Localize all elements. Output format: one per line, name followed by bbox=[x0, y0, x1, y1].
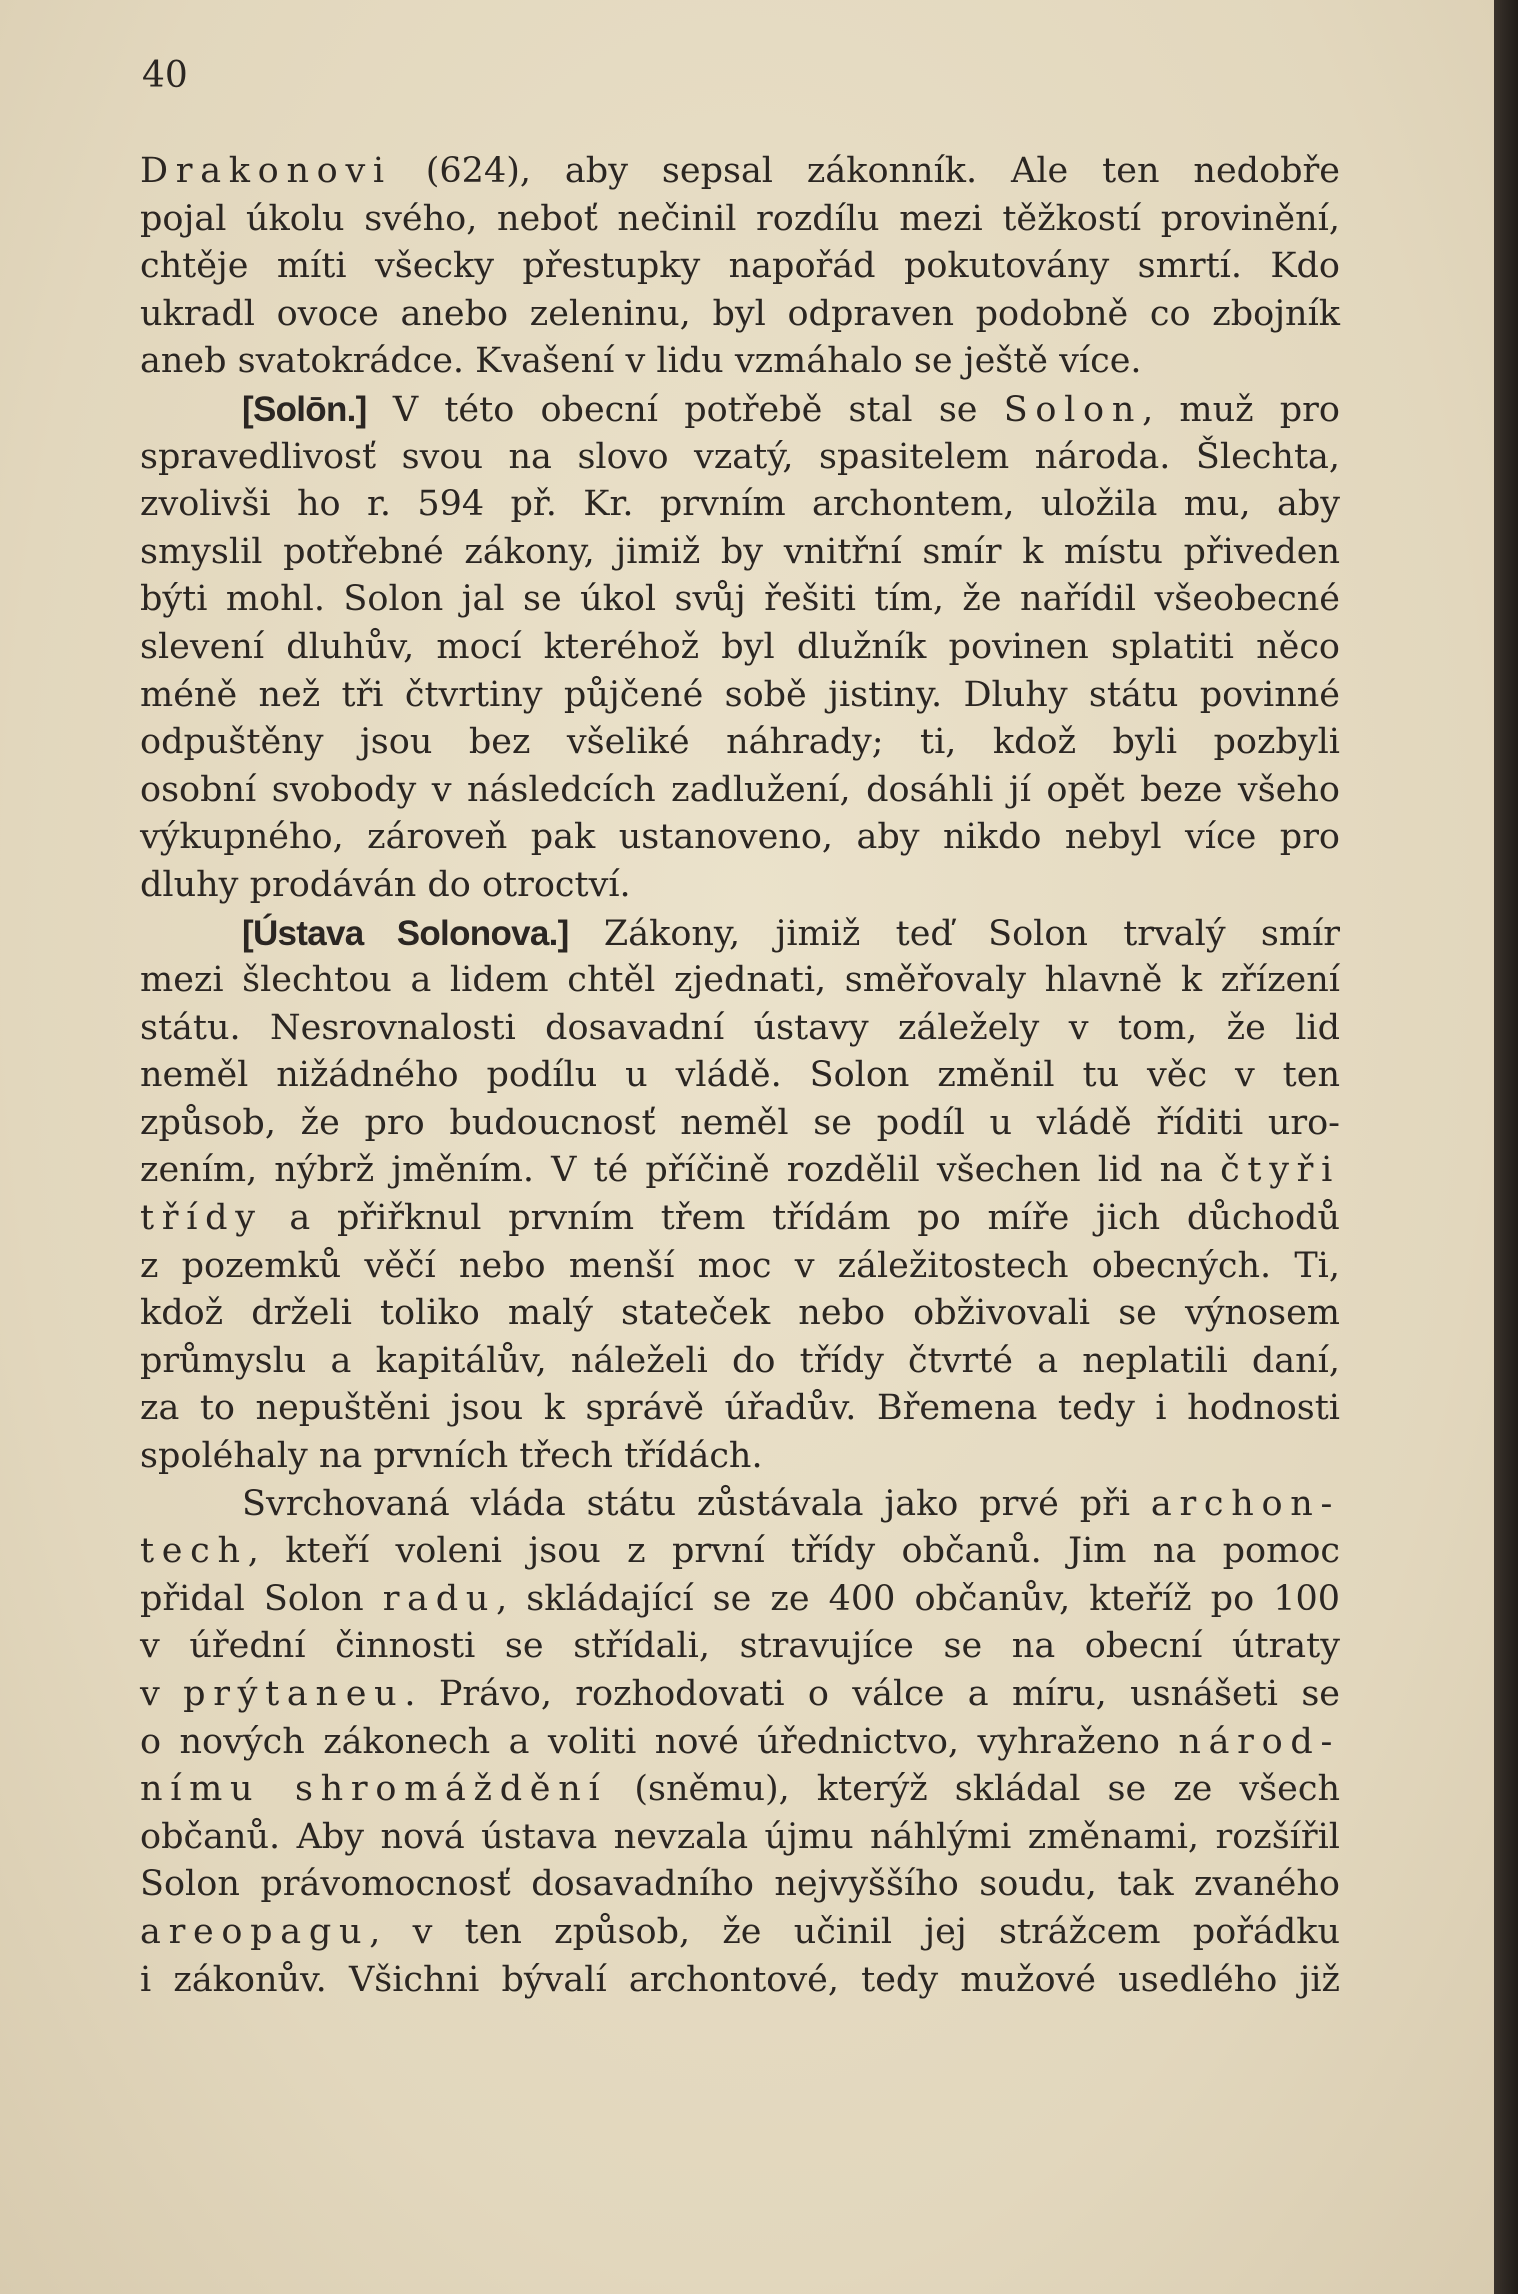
text-line bbox=[140, 243, 1340, 291]
text-run: i zákonův. Všichni bývalí archontové, tedy mužové usedlého již bbox=[140, 1959, 1340, 2000]
text-line bbox=[140, 1766, 1340, 1814]
body-text bbox=[140, 148, 1340, 2004]
text-line bbox=[140, 1052, 1340, 1100]
section-heading: [Ústava Solonova.] bbox=[242, 913, 569, 953]
emphasized-text: areopagu bbox=[140, 1911, 370, 1952]
text-run: aneb svatokrádce. Kvašení v lidu vzmáhalo se ještě více. bbox=[140, 341, 1142, 382]
text-line bbox=[140, 434, 1340, 482]
emphasized-text: prýtaneu bbox=[183, 1674, 405, 1714]
text-run: (sněmu), kterýž skládal se ze všech bbox=[607, 1769, 1340, 1810]
text-line bbox=[140, 529, 1340, 577]
emphasized-text: čtyři bbox=[1220, 1150, 1340, 1191]
text-run: méně než tři čtvrtiny půjčené sobě jistiny. Dluhy státu povinné bbox=[140, 674, 1340, 715]
text-run: Solon právomocnosť dosavadního nejvyššího soudu, tak zvaného bbox=[140, 1864, 1340, 1905]
text-run: kdož drželi toliko malý stateček nebo obživovali se výnosem bbox=[140, 1293, 1340, 1334]
text-line bbox=[140, 1243, 1340, 1291]
text-run: osobní svobody v následcích zadlužení, dosáhli jí opět beze všeho bbox=[140, 769, 1340, 810]
text-run: zvolivši ho r. 594 př. Kr. prvním archontem, uložila mu, aby bbox=[140, 484, 1340, 525]
text-line bbox=[140, 1338, 1340, 1386]
text-line bbox=[140, 576, 1340, 624]
text-line bbox=[140, 1957, 1340, 2005]
text-run: výkupného, zároveň pak ustanoveno, aby nikdo nebyl více pro bbox=[140, 817, 1340, 858]
section-heading: [Solōn.] bbox=[242, 389, 367, 429]
text-run: v úřední činnosti se střídali, stravujíce se na obecní útraty bbox=[140, 1626, 1340, 1667]
text-line bbox=[140, 910, 1340, 958]
text-line bbox=[140, 1814, 1340, 1862]
text-run: neměl nižádného podílu u vládě. Solon změnil tu věc v ten bbox=[140, 1055, 1340, 1096]
text-line bbox=[140, 1528, 1340, 1576]
text-line bbox=[140, 1719, 1340, 1767]
text-line bbox=[140, 957, 1340, 1005]
text-run: ukradl ovoce anebo zeleninu, byl odpraven podobně co zbojník bbox=[140, 293, 1340, 334]
text-line bbox=[140, 767, 1340, 815]
text-line bbox=[140, 1861, 1340, 1909]
text-line bbox=[140, 1909, 1340, 1957]
text-run: smyslil potřebné zákony, jimiž by vnitřní smír k místu přiveden bbox=[140, 531, 1340, 572]
text-run: V této obecní potřebě stal se bbox=[366, 389, 1004, 430]
text-run: mezi šlechtou a lidem chtěl zjednati, směřovaly hlavně k zřízení bbox=[140, 960, 1340, 1001]
text-line bbox=[140, 1195, 1340, 1243]
text-run: za to nepuštěni jsou k správě úřadův. Břemena tedy i hodnosti bbox=[140, 1388, 1340, 1429]
text-run: , muž pro bbox=[1142, 389, 1340, 430]
text-run: spravedlivosť svou na slovo vzatý, spasitelem národa. Šlechta, bbox=[140, 436, 1340, 477]
text-run: (624), aby sepsal zákonník. Ale ten nedobře bbox=[391, 151, 1340, 191]
text-line bbox=[140, 672, 1340, 720]
text-line bbox=[140, 338, 1340, 386]
text-line bbox=[140, 1290, 1340, 1338]
emphasized-text: Drakonovi bbox=[140, 151, 392, 191]
text-run: průmyslu a kapitálův, náleželi do třídy čtvrté a neplatili daní, bbox=[140, 1340, 1340, 1381]
emphasized-text: třídy bbox=[140, 1198, 263, 1239]
text-run: způsob, že pro budoucnosť neměl se podíl u vládě říditi uro- bbox=[140, 1102, 1340, 1143]
text-line bbox=[140, 814, 1340, 862]
text-line bbox=[140, 481, 1340, 529]
emphasized-text: Solon bbox=[1003, 389, 1143, 430]
text-line bbox=[140, 1100, 1340, 1148]
text-run: spoléhaly na prvních třech třídách. bbox=[140, 1436, 763, 1477]
page-edge-shadow bbox=[1494, 0, 1518, 2294]
text-run: pojal úkolu svého, neboť nečinil rozdílu mezi těžkostí provinění, bbox=[140, 198, 1340, 239]
text-run: dluhy prodáván do otroctví. bbox=[140, 864, 631, 905]
text-run: občanů. Aby nová ústava nevzala újmu náhlými změnami, rozšířil bbox=[140, 1816, 1340, 1857]
emphasized-text: tech bbox=[140, 1531, 248, 1572]
text-run: , kteří voleni jsou z první třídy občanů. Jim na pomoc bbox=[247, 1531, 1340, 1572]
text-line bbox=[140, 1576, 1340, 1624]
page-number: 40 bbox=[142, 55, 188, 96]
text-run: slevení dluhův, mocí kteréhož byl dlužník povinen splatiti něco bbox=[140, 626, 1340, 667]
emphasized-text: radu bbox=[382, 1578, 497, 1619]
text-run: chtěje míti všecky přestupky napořád pokutovány smrtí. Kdo bbox=[140, 246, 1340, 287]
text-run: z pozemků věčí nebo menší moc v záležitostech obecných. Ti, bbox=[140, 1245, 1340, 1286]
text-line bbox=[140, 148, 1340, 196]
text-line bbox=[140, 291, 1340, 339]
text-run: v bbox=[140, 1674, 184, 1714]
emphasized-text: národ- bbox=[1178, 1721, 1340, 1762]
text-line bbox=[140, 1433, 1340, 1481]
text-run: státu. Nesrovnalosti dosavadní ústavy záležely v tom, že lid bbox=[140, 1007, 1340, 1048]
emphasized-text: archon- bbox=[1150, 1483, 1340, 1524]
text-run: býti mohl. Solon jal se úkol svůj řešiti tím, že nařídil všeobecné bbox=[140, 579, 1340, 620]
text-run: , v ten způsob, že učinil jej strážcem pořádku bbox=[369, 1911, 1340, 1952]
text-line bbox=[140, 1481, 1340, 1529]
text-run: zením, nýbrž jměním. V té příčině rozdělil všechen lid na bbox=[140, 1150, 1221, 1191]
text-line bbox=[140, 1147, 1340, 1195]
text-run: . Právo, rozhodovati o válce a míru, usnášeti se bbox=[404, 1674, 1340, 1714]
text-line bbox=[140, 1671, 1340, 1719]
text-run: odpuštěny jsou bez všeliké náhrady; ti, kdož byli pozbyli bbox=[140, 722, 1340, 763]
text-line bbox=[140, 624, 1340, 672]
text-line bbox=[140, 719, 1340, 767]
text-run: Svrchovaná vláda státu zůstávala jako prvé při bbox=[242, 1483, 1151, 1524]
emphasized-text: nímu shromáždění bbox=[140, 1769, 608, 1810]
text-line bbox=[140, 1005, 1340, 1053]
text-run: , skládající se ze 400 občanův, kteříž po 100 bbox=[496, 1578, 1340, 1619]
text-run: Zákony, jimiž teď Solon trvalý smír bbox=[568, 913, 1340, 954]
text-line bbox=[140, 862, 1340, 910]
text-run: přidal Solon bbox=[140, 1578, 383, 1619]
text-line bbox=[140, 1623, 1340, 1671]
text-line bbox=[140, 386, 1340, 434]
text-run: a přiřknul prvním třem třídám po míře jich důchodů bbox=[262, 1198, 1340, 1239]
text-run: o nových zákonech a voliti nové úřednictvo, vyhraženo bbox=[140, 1721, 1179, 1762]
text-line bbox=[140, 1385, 1340, 1433]
text-line bbox=[140, 196, 1340, 244]
